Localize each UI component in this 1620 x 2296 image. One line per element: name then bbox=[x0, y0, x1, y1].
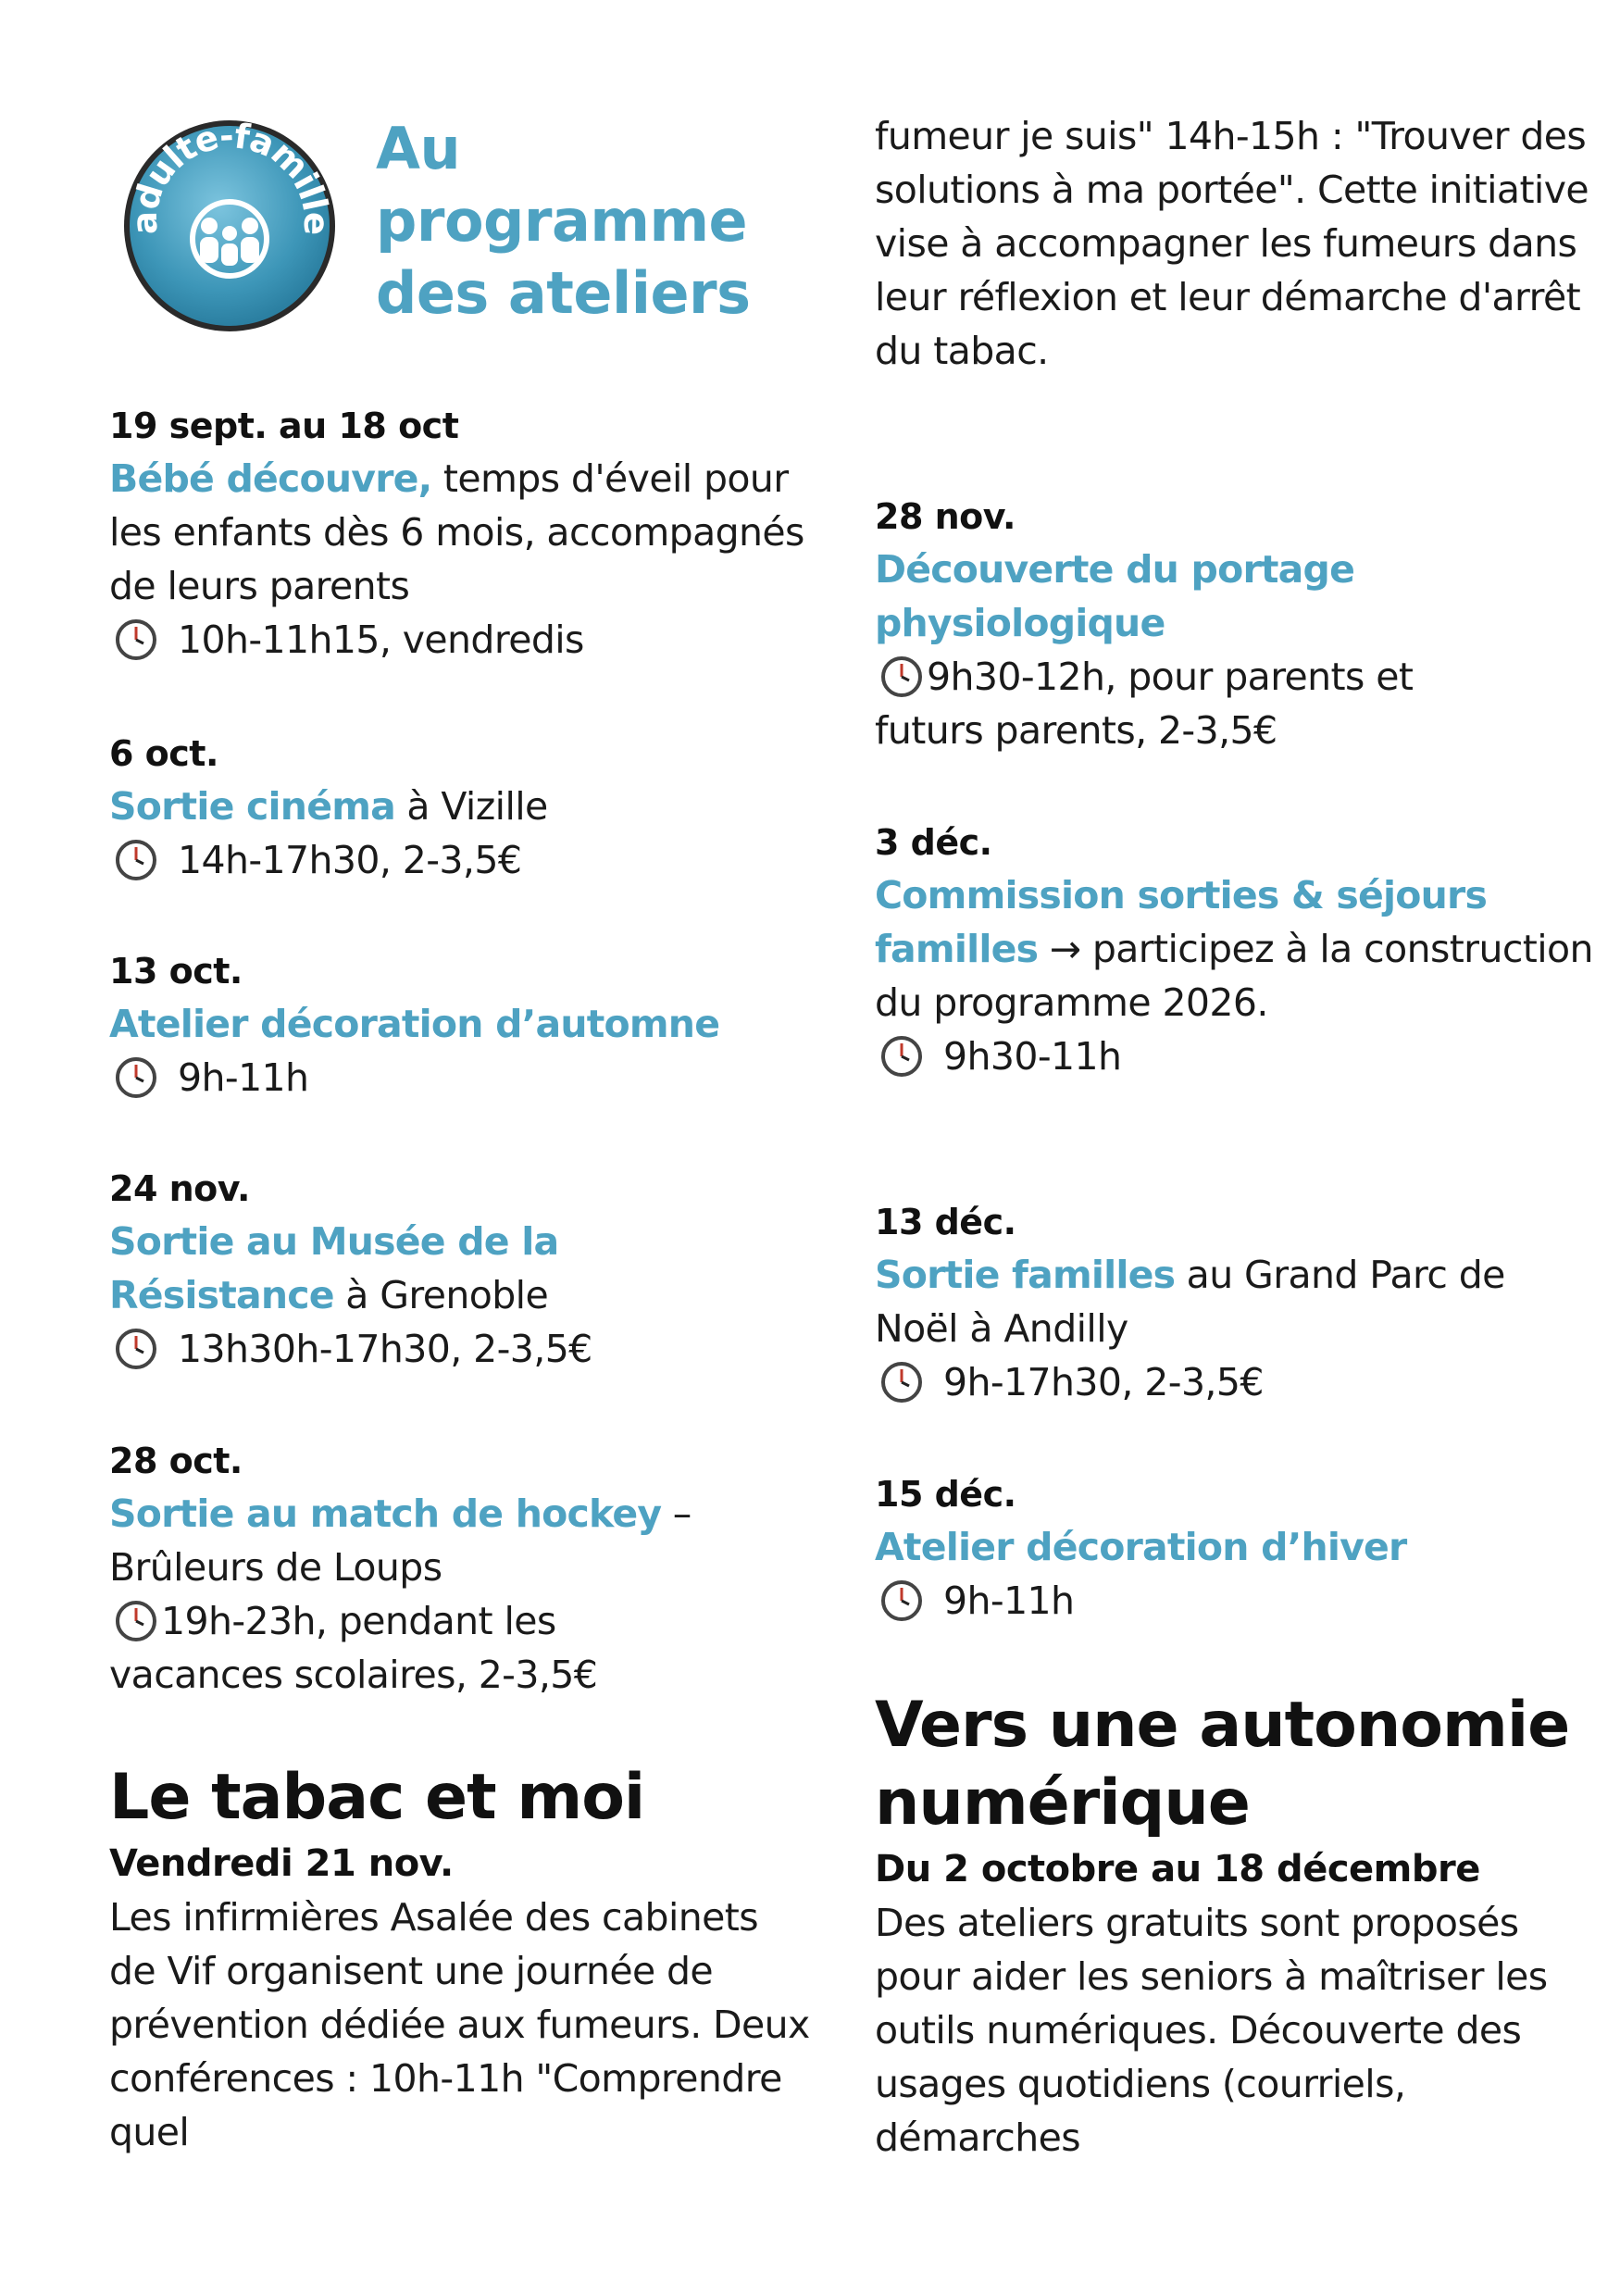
event-item bbox=[109, 1435, 813, 1702]
event-time bbox=[109, 1322, 813, 1376]
event-details: temps d'éveil pour les enfants dès 6 mois, accompagnés de leurs parents bbox=[109, 456, 804, 608]
event-time-text: 10h-11h15, vendredis bbox=[178, 618, 584, 662]
title-line: des ateliers bbox=[376, 259, 751, 327]
event-item bbox=[875, 491, 1597, 757]
event-time-text: 9h30-11h bbox=[943, 1034, 1122, 1079]
event-description bbox=[875, 868, 1597, 1029]
event-date: 13 oct. bbox=[109, 951, 243, 992]
event-item bbox=[109, 1163, 813, 1376]
section-date: Du 2 octobre au 18 décembre bbox=[875, 1848, 1480, 1890]
event-description bbox=[875, 543, 1449, 650]
tabac-continuation bbox=[875, 109, 1597, 378]
clock-icon bbox=[880, 1361, 923, 1404]
event-date: 3 déc. bbox=[875, 822, 992, 863]
section-text: fumeur je suis" 14h-15h : "Trouver des solutions à ma portée". Cette initiative vise à accompagner les fumeurs dans leur réflexion et leur démarche d'arrêt du tabac. bbox=[875, 114, 1589, 373]
event-time bbox=[109, 1051, 813, 1104]
event-item bbox=[109, 400, 813, 667]
event-time bbox=[875, 1029, 1597, 1083]
event-details: à Vizille bbox=[395, 784, 548, 829]
title-line: Au bbox=[376, 115, 461, 182]
adulte-famille-logo bbox=[120, 117, 339, 335]
event-title: Atelier décoration d’automne bbox=[109, 1002, 720, 1046]
clock-icon bbox=[115, 839, 157, 881]
event-details: au Grand Parc de Noël à Andilly bbox=[875, 1253, 1505, 1351]
event-date: 6 oct. bbox=[109, 733, 218, 774]
section-text: Des ateliers gratuits sont proposés pour aider les seniors à maîtriser les outils numériques. Découverte des usages quotidiens (courriels, démarches bbox=[875, 1901, 1548, 2160]
event-details: – Brûleurs de Loups bbox=[109, 1491, 692, 1590]
event-title: Sortie au match de hockey bbox=[109, 1491, 662, 1536]
clock-icon bbox=[115, 1056, 157, 1099]
event-date: 13 déc. bbox=[875, 1202, 1016, 1242]
event-description bbox=[875, 1520, 1597, 1574]
event-item bbox=[109, 728, 813, 887]
event-title: Sortie au Musée de la Résistance bbox=[109, 1219, 559, 1317]
tabac-section bbox=[109, 1759, 813, 2159]
event-title: Commission sorties & séjours familles bbox=[875, 873, 1488, 971]
event-time bbox=[109, 833, 813, 887]
event-description bbox=[109, 1215, 628, 1322]
section-heading: Le tabac et moi bbox=[109, 1761, 645, 1834]
page-title bbox=[376, 113, 765, 330]
event-time-text: 9h-11h bbox=[943, 1578, 1075, 1623]
clock-icon bbox=[880, 1035, 923, 1078]
event-date: 24 nov. bbox=[109, 1168, 250, 1209]
event-description bbox=[109, 780, 813, 833]
event-time-text: 13h30h-17h30, 2-3,5€ bbox=[178, 1327, 592, 1371]
section-heading: Vers une autonomie numérique bbox=[875, 1689, 1570, 1840]
event-time-text: 9h-11h bbox=[178, 1055, 309, 1100]
event-time-text: 9h-17h30, 2-3,5€ bbox=[943, 1360, 1264, 1404]
numerique-section bbox=[875, 1687, 1597, 2165]
event-date: 28 nov. bbox=[875, 496, 1016, 537]
event-details: → participez à la construction du programme 2026. bbox=[875, 927, 1593, 1025]
event-time bbox=[109, 613, 813, 667]
event-date: 28 oct. bbox=[109, 1441, 243, 1481]
logo-text: adulte-famille bbox=[124, 117, 337, 235]
event-details: à Grenoble bbox=[333, 1273, 549, 1317]
event-description bbox=[875, 1248, 1597, 1355]
event-time-text: 14h-17h30, 2-3,5€ bbox=[178, 838, 522, 882]
event-time bbox=[875, 650, 1597, 757]
event-time-text: 19h-23h, pendant les vacances scolaires, 2-3,5€ bbox=[109, 1599, 598, 1697]
event-item bbox=[109, 945, 813, 1104]
clock-icon bbox=[115, 618, 157, 661]
event-title: Découverte du portage physiologique bbox=[875, 547, 1355, 645]
event-description bbox=[109, 1487, 776, 1594]
event-time bbox=[875, 1355, 1597, 1409]
event-title: Sortie familles bbox=[875, 1253, 1176, 1297]
section-text: Les infirmières Asalée des cabinets de Vif organisent une journée de prévention dédiée aux fumeurs. Deux conférences : 10h-11h "Comprendre quel bbox=[109, 1895, 810, 2154]
event-item bbox=[875, 1468, 1597, 1628]
event-title: Sortie cinéma bbox=[109, 784, 395, 829]
event-description bbox=[109, 997, 813, 1051]
event-title: Bébé découvre, bbox=[109, 456, 432, 501]
event-time bbox=[875, 1574, 1597, 1628]
clock-icon bbox=[115, 1328, 157, 1370]
event-title: Atelier décoration d’hiver bbox=[875, 1525, 1407, 1569]
event-time bbox=[109, 1594, 813, 1702]
section-date: Vendredi 21 nov. bbox=[109, 1842, 454, 1885]
event-date: 15 déc. bbox=[875, 1474, 1016, 1515]
event-time-text: 9h30-12h, pour parents et futurs parents, 2-3,5€ bbox=[875, 655, 1414, 753]
clock-icon bbox=[880, 1579, 923, 1622]
event-item bbox=[875, 817, 1597, 1083]
event-description bbox=[109, 452, 813, 613]
event-item bbox=[875, 1196, 1597, 1409]
title-line: programme bbox=[376, 187, 748, 255]
event-date: 19 sept. au 18 oct bbox=[109, 406, 459, 446]
